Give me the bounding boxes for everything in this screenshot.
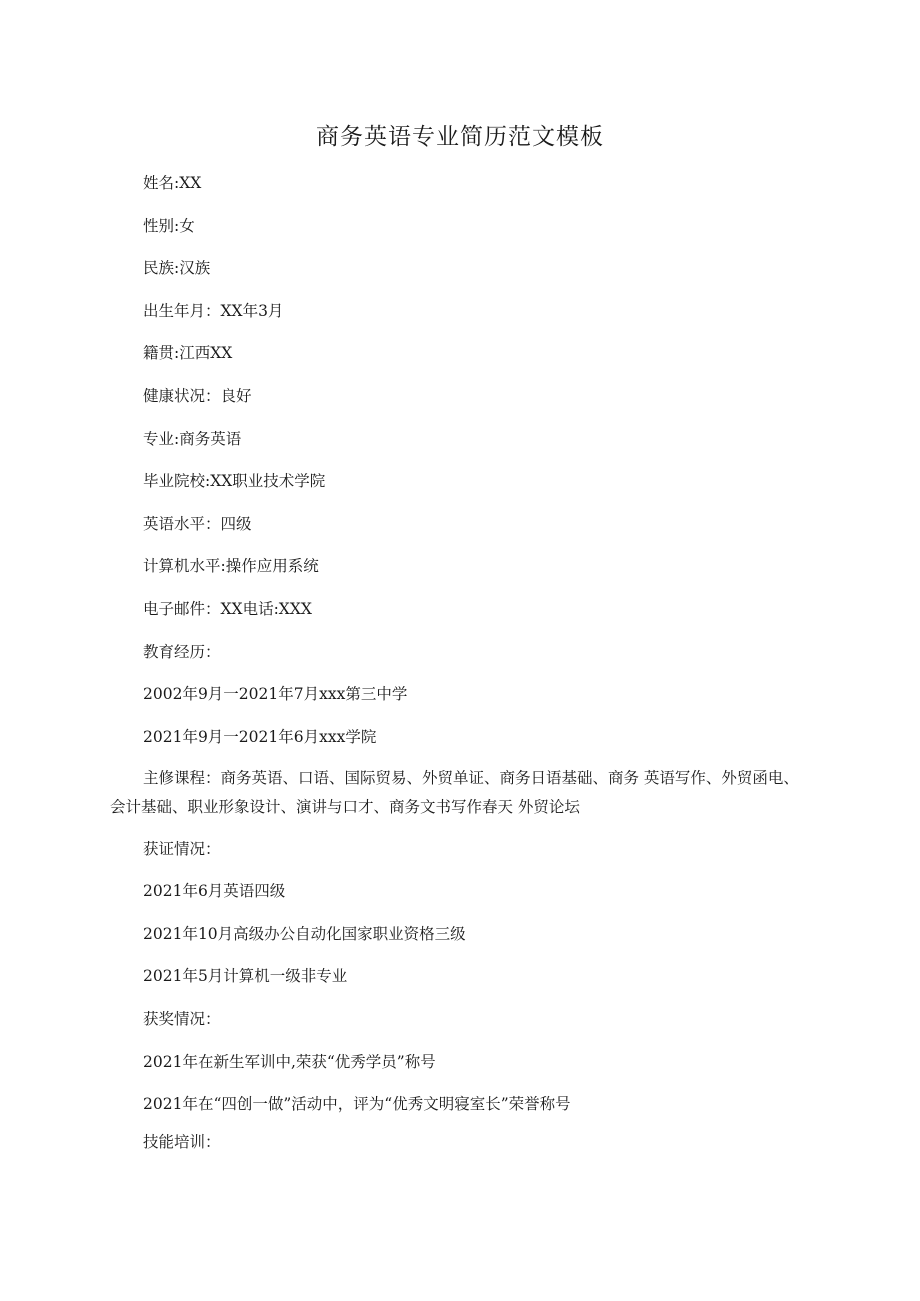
birth-date-line: 出生年月：XX年3月 xyxy=(143,302,284,320)
award-item: 2021年在新生军训中,荣获“优秀学员”称号 xyxy=(143,1053,436,1071)
courses-paragraph: 主修课程：商务英语、口语、国际贸易、外贸单证、商务日语基础、商务 英语写作、外贸函电、会计基础、职业形象设计、演讲与口才、商务文书写作春天 外贸论坛 xyxy=(110,769,799,816)
education-heading: 教育经历： xyxy=(143,643,221,661)
education-item: 2021年9月一2021年6月xxx学院 xyxy=(143,728,377,746)
major-line: 专业:商务英语 xyxy=(143,430,242,448)
computer-level-line: 计算机水平:操作应用系统 xyxy=(143,557,319,575)
contact-line: 电子邮件：XX电话:XXX xyxy=(143,600,312,618)
certificate-item: 2021年6月英语四级 xyxy=(143,882,286,900)
gender-line: 性别:女 xyxy=(143,217,195,235)
document-title: 商务英语专业简历范文模板 xyxy=(316,124,604,150)
school-line: 毕业院校:XX职业技术学院 xyxy=(143,472,326,490)
certificates-heading: 获证情况： xyxy=(143,840,221,858)
certificate-item: 2021年5月计算机一级非专业 xyxy=(143,967,348,985)
hometown-line: 籍贯:江西XX xyxy=(143,344,233,362)
education-item: 2002年9月一2021年7月xxx第三中学 xyxy=(143,685,408,703)
name-line: 姓名:XX xyxy=(143,174,202,192)
ethnicity-line: 民族:汉族 xyxy=(143,259,211,277)
english-level-line: 英语水平：四级 xyxy=(143,515,252,533)
skills-training-heading: 技能培训： xyxy=(143,1133,221,1151)
awards-heading: 获奖情况： xyxy=(143,1010,221,1028)
award-item: 2021年在“四创一做”活动中，评为“优秀文明寝室长”荣誉称号 xyxy=(143,1095,571,1113)
health-line: 健康状况：良好 xyxy=(143,387,252,405)
certificate-item: 2021年10月高级办公自动化国家职业资格三级 xyxy=(143,925,466,943)
